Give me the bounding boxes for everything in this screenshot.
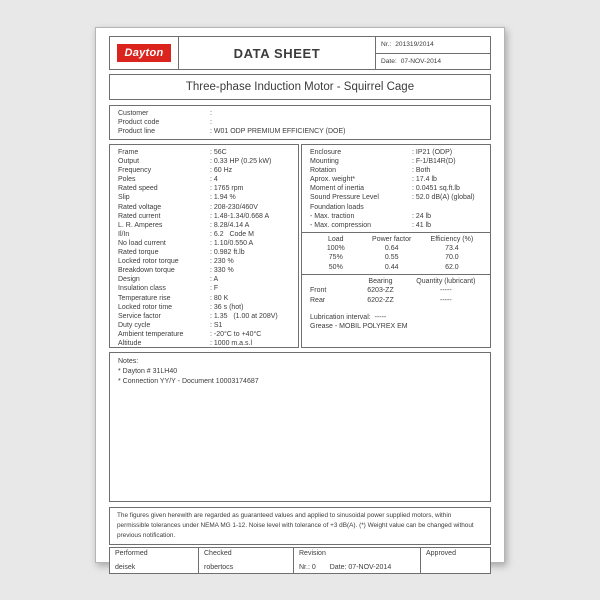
load-value: 75% <box>328 254 343 262</box>
bearing-quantity: ----- <box>440 296 452 304</box>
load-table <box>310 235 482 272</box>
customer-row <box>118 109 482 118</box>
bearing-position: Rear <box>310 296 326 304</box>
spec-label: Aprox. weight* <box>310 176 356 184</box>
bearing-table-header <box>310 277 482 286</box>
checked-value: robertocs <box>204 563 234 571</box>
spec-value: : 41 lb <box>412 221 432 229</box>
spec-row-rotation <box>310 166 482 175</box>
spec-row-mounting <box>310 157 482 166</box>
spec-value: : 8.28/4.14 A <box>210 221 250 229</box>
revision-cell <box>293 548 420 573</box>
spec-row-rated-voltage <box>118 203 290 212</box>
spec-value: : 1765 rpm <box>210 185 244 193</box>
spec-row-locked-rotor-torque <box>118 257 290 266</box>
spec-value: : 60 Hz <box>210 167 233 175</box>
spec-row-locked-rotor-time <box>118 303 290 312</box>
spec-value: : 52.0 dB(A) (global) <box>412 194 475 202</box>
spec-column-right <box>301 144 491 348</box>
spec-value: : 208-230/460V <box>210 203 258 211</box>
spec-row-frequency <box>118 166 290 175</box>
divider <box>302 274 490 275</box>
performed-label: Performed <box>115 549 148 557</box>
spec-value: : 4 <box>210 176 218 184</box>
spec-value: : 17.4 lb <box>412 176 437 184</box>
spec-label: Breakdown torque <box>118 267 175 275</box>
spec-label: Foundation loads <box>310 203 364 211</box>
spec-row-max-traction <box>310 212 482 221</box>
spec-row-no-load-current <box>118 239 290 248</box>
product-code-value: : <box>210 119 212 126</box>
spec-label: Rated voltage <box>118 203 162 211</box>
load-header: Load <box>328 235 344 243</box>
checked-label: Checked <box>204 549 232 557</box>
spec-label: Il/In <box>118 230 130 238</box>
doc-date-row <box>376 54 490 70</box>
spec-label: Rated speed <box>118 185 158 193</box>
efficiency-value: 73.4 <box>445 245 459 253</box>
spec-row-poles <box>118 175 290 184</box>
sheet-title: DATA SHEET <box>233 45 321 61</box>
bearing-model: 6202-ZZ <box>367 296 394 304</box>
spec-label: Poles <box>118 176 136 184</box>
performed-value: deisek <box>115 563 136 571</box>
grease-type: Grease - MOBIL POLYREX EM <box>310 323 408 331</box>
spec-label: Frequency <box>118 167 152 175</box>
load-table-row <box>310 253 482 262</box>
spec-label: L. R. Amperes <box>118 221 163 229</box>
efficiency-value: 62.0 <box>445 263 459 271</box>
doc-number-value: 201319/2014 <box>395 41 434 49</box>
spec-label: Locked rotor torque <box>118 258 179 266</box>
product-code-label: Product code <box>118 119 160 126</box>
spec-row-max-compression <box>310 221 482 230</box>
spec-label: Enclosure <box>310 149 342 156</box>
spec-label: - Max. traction <box>310 212 355 220</box>
load-table-header <box>310 235 482 244</box>
signature-footer <box>109 547 491 574</box>
bearing-quantity: ----- <box>440 287 452 295</box>
spec-value: : S1 <box>210 321 223 329</box>
spec-label: Slip <box>118 194 130 202</box>
spec-label: Ambient temperature <box>118 330 184 338</box>
spec-value: : 0.982 ft.lb <box>210 249 245 257</box>
spec-label: Frame <box>118 149 139 156</box>
power-factor-header: Power factor <box>372 235 412 243</box>
spec-row-temperature-rise <box>118 294 290 303</box>
bearing-position-header <box>310 277 351 286</box>
spec-row-foundation-loads <box>310 203 482 212</box>
spec-value: : A <box>210 276 219 284</box>
spec-label: Sound Pressure Level <box>310 194 379 202</box>
customer-value: : <box>210 110 212 117</box>
revision-number: Nr.: 0 <box>299 563 316 571</box>
notes-title: Notes: <box>118 358 139 365</box>
spec-label: Output <box>118 158 140 166</box>
spec-row-rated-current <box>118 212 290 221</box>
note-line: * Connection YY/Y - Document 10003174687 <box>118 378 259 385</box>
spec-row-insulation-class <box>118 284 290 293</box>
checked-cell <box>198 548 293 573</box>
doc-date-value: 07-NOV-2014 <box>400 57 442 65</box>
divider <box>302 232 490 233</box>
logo-cell <box>110 37 179 69</box>
spec-label: Service factor <box>118 312 161 320</box>
bearing-table <box>310 277 482 305</box>
spec-label: Design <box>118 276 140 284</box>
spec-row-breakdown-torque <box>118 266 290 275</box>
spec-row-rated-speed <box>118 184 290 193</box>
spec-row-frame <box>118 148 290 157</box>
lubrication-interval: Lubrication interval: ----- <box>310 313 387 321</box>
load-table-row <box>310 244 482 253</box>
quantity-lubricant-header: Quantity (lubricant) <box>416 278 476 286</box>
load-value: 50% <box>328 263 343 271</box>
product-line-label: Product line <box>118 128 155 135</box>
power-factor-value: 0.64 <box>384 245 399 253</box>
lubrication-block <box>310 313 482 331</box>
spec-value: : 1.10/0.550 A <box>210 239 254 247</box>
spec-row-output <box>118 157 290 166</box>
spec-value: : 36 s (hot) <box>210 303 244 311</box>
performed-cell <box>110 548 198 573</box>
spec-value: : 1000 m.a.s.l <box>210 339 253 347</box>
notes-section <box>109 352 491 502</box>
spec-value: : 80 K <box>210 294 229 302</box>
spec-row-ambient-temperature <box>118 330 290 339</box>
customer-label: Customer <box>118 110 149 117</box>
product-line-value: : W01 ODP PREMIUM EFFICIENCY (DOE) <box>210 128 346 135</box>
spec-row-rated-torque <box>118 248 290 257</box>
spec-column-left <box>109 144 299 348</box>
spec-label: Rotation <box>310 167 337 175</box>
spec-value: : F <box>210 285 219 293</box>
product-code-row <box>118 118 482 127</box>
approved-label: Approved <box>426 549 456 557</box>
spec-row-enclosure <box>310 148 482 157</box>
spec-label: - Max. compression <box>310 221 372 229</box>
disclaimer: The figures given herewith are regarded as guaranteed values and applied to sinusoidal power supplied motors, within permissible tolerances under NEMA MG 1-12. Noise level with tolerance of +3 dB(A). (*) Weight value can be changed without previous notification. <box>109 507 491 545</box>
dayton-logo: Dayton <box>117 44 170 62</box>
approved-cell <box>420 548 490 573</box>
doc-number-row <box>376 37 490 54</box>
doc-number-label: Nr.: <box>381 41 392 49</box>
bearing-position: Front <box>310 287 327 295</box>
spec-section <box>109 144 491 348</box>
spec-row-service-factor <box>118 312 290 321</box>
spec-row-design <box>118 275 290 284</box>
doc-date-label: Date: <box>381 57 397 65</box>
spec-value: : 6.2 Code M <box>210 230 254 238</box>
spec-value: : 330 % <box>210 267 234 275</box>
spec-row-sound-pressure-level <box>310 193 482 202</box>
bearing-table-row <box>310 296 482 305</box>
revision-label: Revision <box>299 549 326 557</box>
spec-label: Insulation class <box>118 285 166 293</box>
spec-value: : 1.35 (1.00 at 208V) <box>210 312 278 320</box>
spec-value: : -20°C to +40°C <box>210 330 262 338</box>
efficiency-value: 70.0 <box>445 254 459 262</box>
revision-values <box>299 564 415 571</box>
spec-label: Rated torque <box>118 249 159 257</box>
product-line-row <box>118 127 482 136</box>
spec-row-aprox-weight <box>310 175 482 184</box>
spec-label: Moment of inertia <box>310 185 365 193</box>
spec-value: : F-1/B14R(D) <box>412 158 456 166</box>
spec-label: Temperature rise <box>118 294 171 302</box>
spec-value: : 230 % <box>210 258 234 266</box>
note-line: * Dayton # 31LH40 <box>118 368 178 375</box>
spec-row-moment-of-inertia <box>310 184 482 193</box>
spec-label: Locked rotor time <box>118 303 173 311</box>
customer-block <box>109 105 491 140</box>
spec-value: : 0.0451 sq.ft.lb <box>412 185 460 193</box>
bearing-table-row <box>310 286 482 295</box>
datasheet-page <box>95 27 505 571</box>
header <box>109 36 491 70</box>
bearing-model: 6203-ZZ <box>367 287 394 295</box>
spec-row-altitude <box>118 339 290 348</box>
efficiency-header: Efficiency (%) <box>430 235 474 243</box>
spec-value: : 24 lb <box>412 212 432 220</box>
spec-label: Mounting <box>310 158 339 166</box>
spec-row-lr-amperes <box>118 221 290 230</box>
spec-value: : Both <box>412 167 431 175</box>
power-factor-value: 0.44 <box>384 263 399 271</box>
spec-value: : 0.33 HP (0.25 kW) <box>210 158 272 166</box>
spec-row-slip <box>118 193 290 202</box>
spec-value: : 56C <box>210 149 227 156</box>
revision-date: Date: 07-NOV-2014 <box>329 563 392 571</box>
spec-value: : 1.94 % <box>210 194 236 202</box>
bearing-header: Bearing <box>368 278 393 286</box>
document-title: Three-phase Induction Motor - Squirrel Cage <box>109 74 491 100</box>
load-table-row <box>310 263 482 272</box>
spec-row-duty-cycle <box>118 321 290 330</box>
spec-label: No load current <box>118 239 166 247</box>
load-value: 100% <box>326 245 345 253</box>
power-factor-value: 0.55 <box>384 254 399 262</box>
spec-value: : 1.48-1.34/0.668 A <box>210 212 270 220</box>
spec-label: Altitude <box>118 339 142 347</box>
spec-label: Rated current <box>118 212 161 220</box>
spec-row-il-in <box>118 230 290 239</box>
spec-label: Duty cycle <box>118 321 151 329</box>
spec-value: : IP21 (ODP) <box>412 149 453 156</box>
header-meta <box>375 37 490 69</box>
